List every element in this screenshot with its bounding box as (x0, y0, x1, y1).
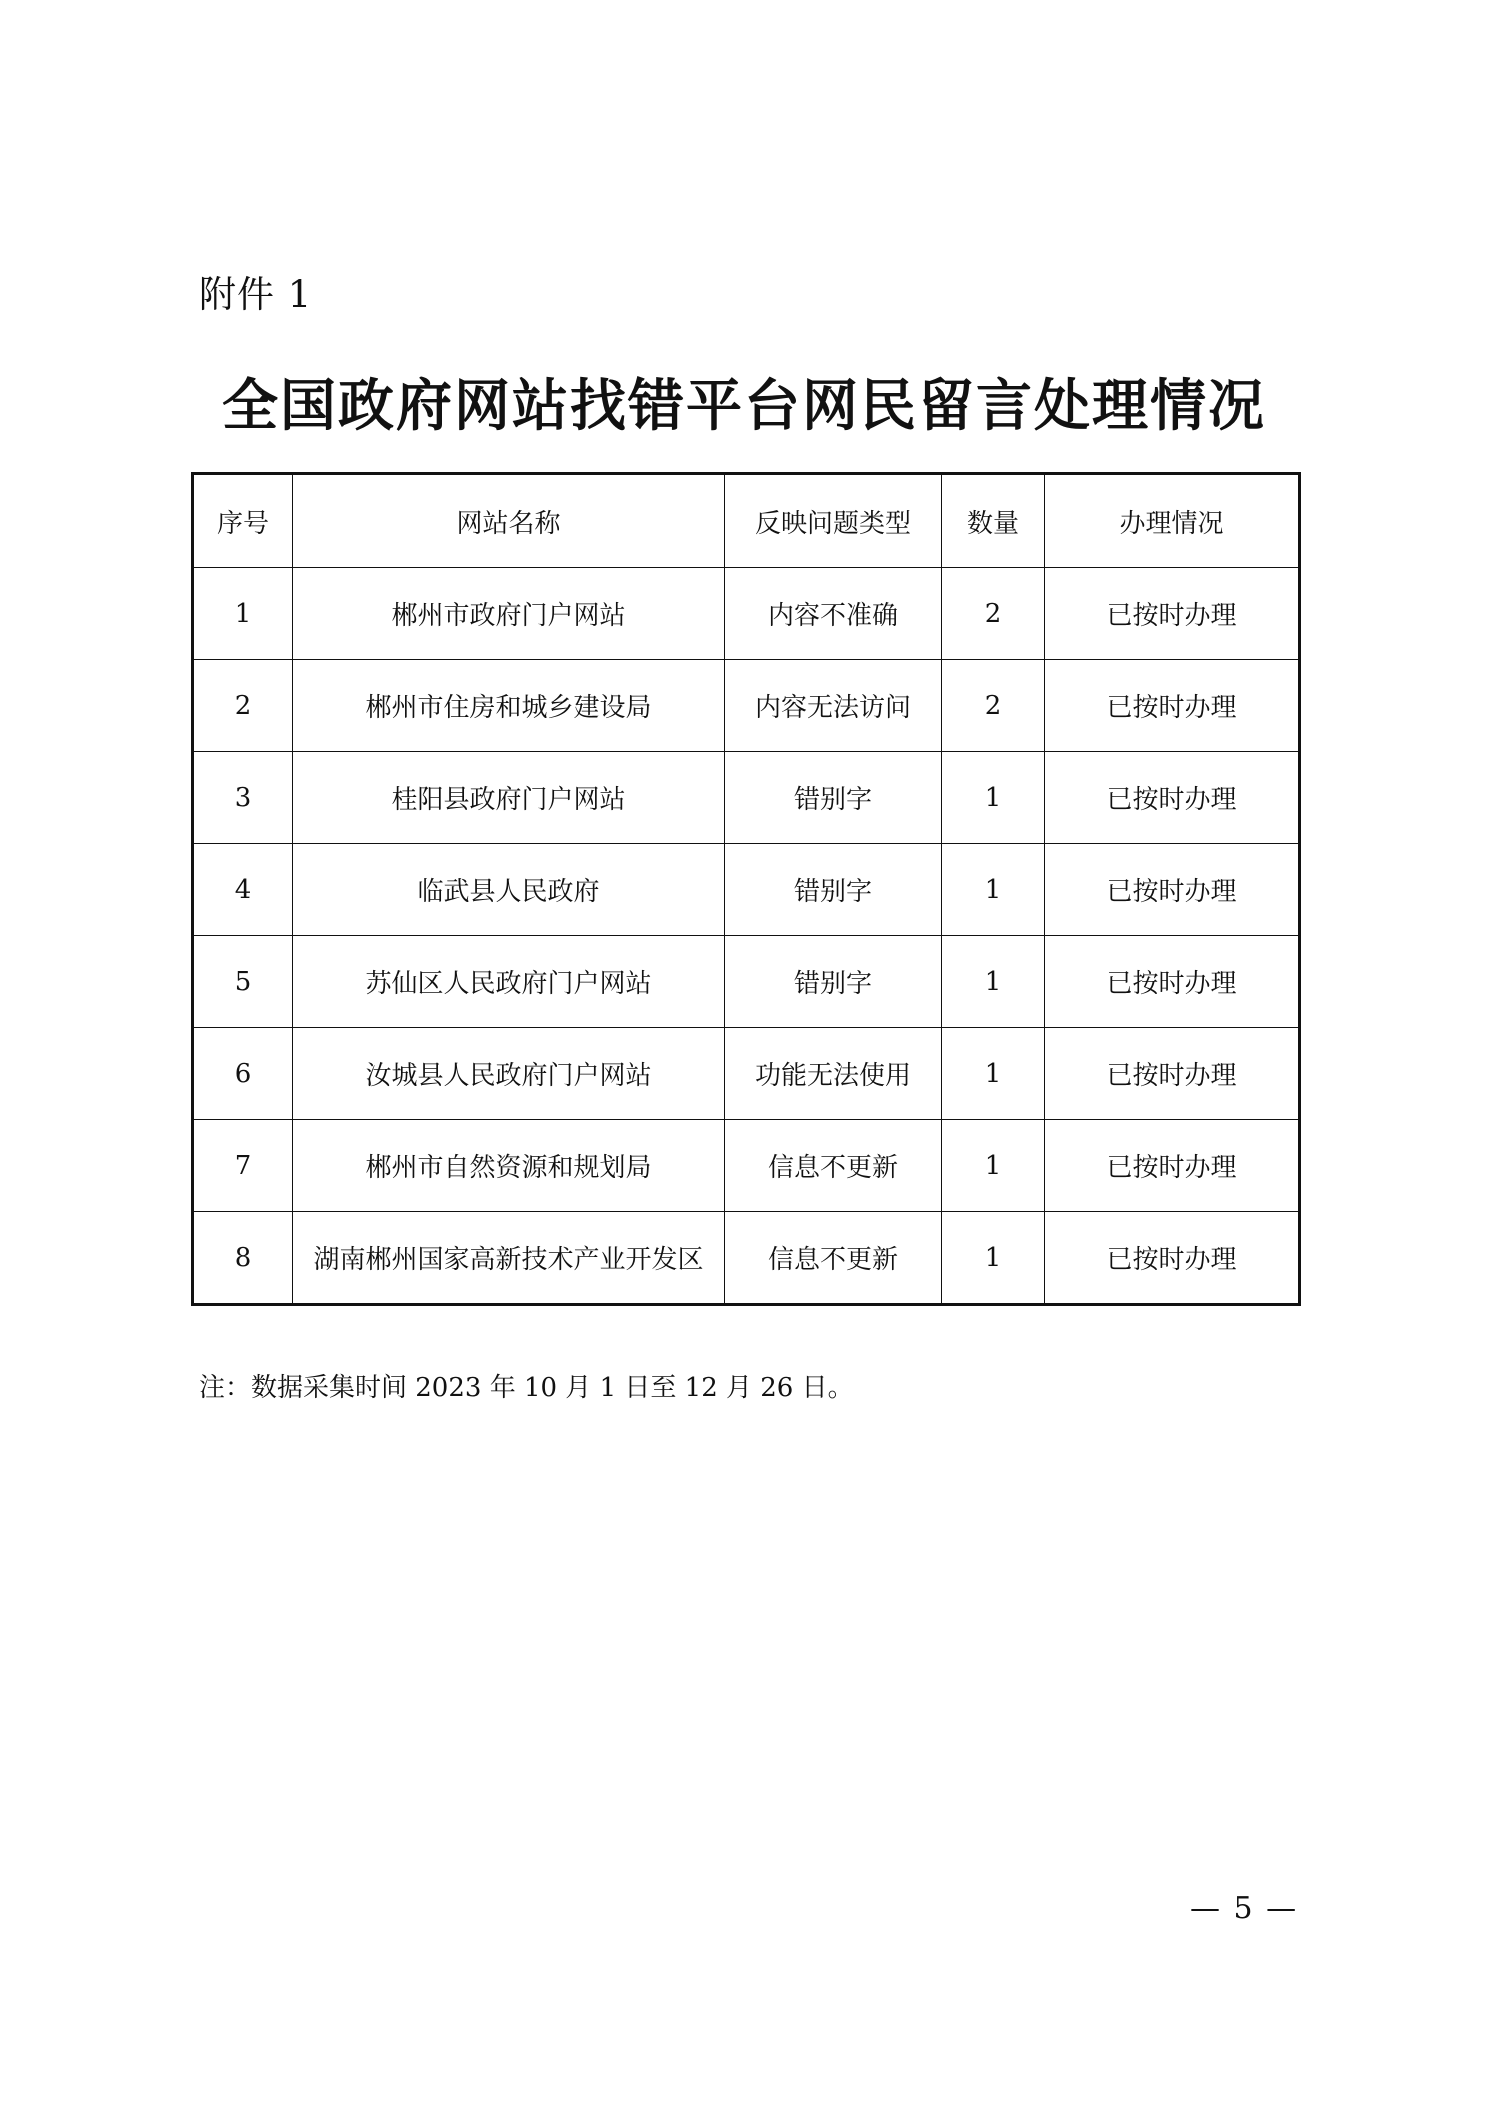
page-number: — 5 — (1190, 1891, 1299, 1926)
table-row (193, 568, 1300, 660)
cell-count: 1 (942, 844, 1045, 936)
table-row (193, 1120, 1300, 1212)
cell-site-name: 临武县人民政府 (293, 844, 725, 936)
cell-issue-type: 错别字 (725, 844, 942, 936)
cell-count: 2 (942, 660, 1045, 752)
cell-site-name: 郴州市住房和城乡建设局 (293, 660, 725, 752)
cell-status: 已按时办理 (1045, 1120, 1300, 1212)
header-count: 数量 (942, 474, 1045, 568)
cell-site-name: 桂阳县政府门户网站 (293, 752, 725, 844)
table-header-row (193, 474, 1300, 568)
report-table (191, 472, 1301, 1306)
header-site-name: 网站名称 (293, 474, 725, 568)
cell-status: 已按时办理 (1045, 568, 1300, 660)
cell-issue-type: 错别字 (725, 752, 942, 844)
table-row (193, 1212, 1300, 1305)
cell-issue-type: 错别字 (725, 936, 942, 1028)
cell-issue-type: 信息不更新 (725, 1212, 942, 1305)
table-row (193, 1028, 1300, 1120)
cell-site-name: 苏仙区人民政府门户网站 (293, 936, 725, 1028)
cell-index: 6 (193, 1028, 293, 1120)
header-issue-type: 反映问题类型 (725, 474, 942, 568)
cell-index: 3 (193, 752, 293, 844)
cell-site-name: 郴州市政府门户网站 (293, 568, 725, 660)
attachment-label: 附件 1 (199, 273, 313, 316)
cell-status: 已按时办理 (1045, 660, 1300, 752)
cell-issue-type: 信息不更新 (725, 1120, 942, 1212)
data-collection-note: 注：数据采集时间 2023 年 10 月 1 日至 12 月 26 日。 (199, 1373, 854, 1403)
cell-issue-type: 内容无法访问 (725, 660, 942, 752)
cell-index: 4 (193, 844, 293, 936)
cell-count: 1 (942, 1120, 1045, 1212)
cell-index: 5 (193, 936, 293, 1028)
cell-status: 已按时办理 (1045, 1028, 1300, 1120)
cell-index: 8 (193, 1212, 293, 1305)
header-status: 办理情况 (1045, 474, 1300, 568)
cell-status: 已按时办理 (1045, 936, 1300, 1028)
cell-index: 2 (193, 660, 293, 752)
cell-site-name: 湖南郴州国家高新技术产业开发区 (293, 1212, 725, 1305)
cell-count: 1 (942, 1028, 1045, 1120)
cell-site-name: 郴州市自然资源和规划局 (293, 1120, 725, 1212)
cell-count: 1 (942, 752, 1045, 844)
cell-count: 1 (942, 1212, 1045, 1305)
table-row (193, 844, 1300, 936)
cell-index: 1 (193, 568, 293, 660)
header-index: 序号 (193, 474, 293, 568)
cell-status: 已按时办理 (1045, 844, 1300, 936)
cell-status: 已按时办理 (1045, 752, 1300, 844)
cell-issue-type: 功能无法使用 (725, 1028, 942, 1120)
table-row (193, 660, 1300, 752)
table-row (193, 752, 1300, 844)
cell-index: 7 (193, 1120, 293, 1212)
table-row (193, 936, 1300, 1028)
cell-site-name: 汝城县人民政府门户网站 (293, 1028, 725, 1120)
cell-count: 2 (942, 568, 1045, 660)
cell-count: 1 (942, 936, 1045, 1028)
cell-status: 已按时办理 (1045, 1212, 1300, 1305)
document-title: 全国政府网站找错平台网民留言处理情况 (222, 373, 1266, 439)
cell-issue-type: 内容不准确 (725, 568, 942, 660)
